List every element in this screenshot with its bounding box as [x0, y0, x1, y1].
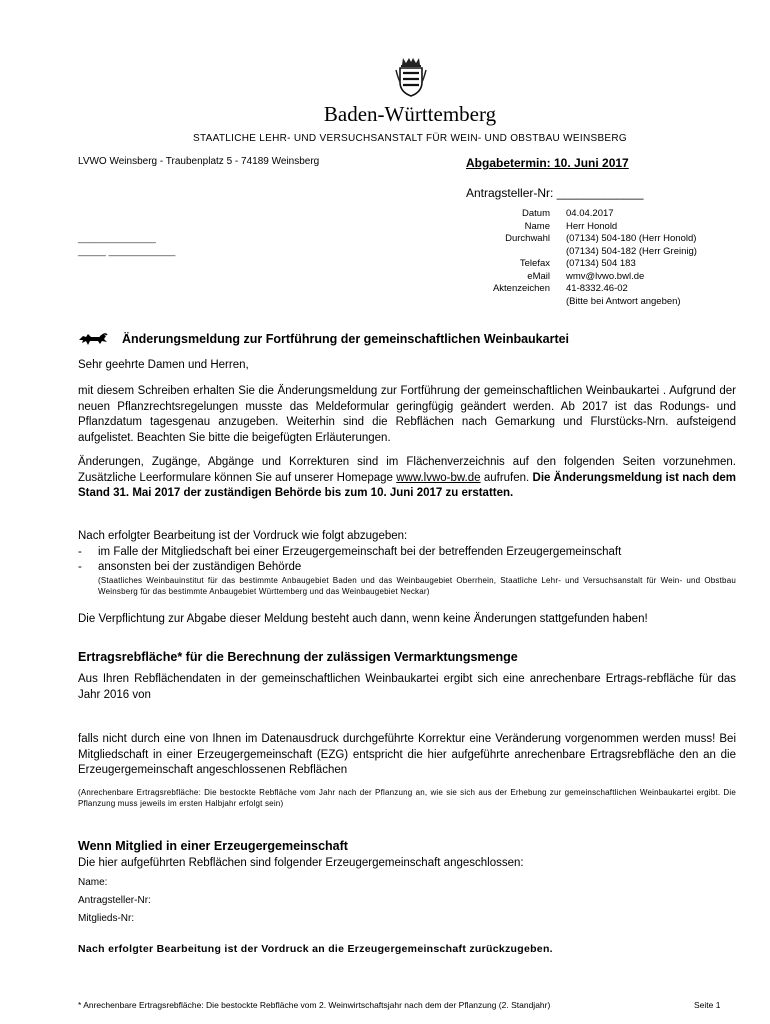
paragraph-intro: mit diesem Schreiben erhalten Sie die Änderungsmeldung zur Fortführung der gemeinschaftlichen Weinbaukartei . Aufgrund der neuen Pflanzrechtsregelungen musste das Meldeformular geringfügig geändert werden. Ab 2017 ist das Rodungs- und Pflanzdatum tagesgenau anzugeben. Weiterhin sind die Rebflächen nach Gemarkung und Flurstücks-Nrn. aufsteigend aufgelistet. Beachten Sie bitte die beigefügten Erläuterungen.: [78, 385, 736, 444]
lion-icon: [78, 331, 108, 347]
info-key: Durchwahl: [505, 233, 550, 244]
info-row: [440, 296, 697, 309]
applicant-label: Antragsteller-Nr:: [78, 895, 151, 906]
salutation: Sehr geehrte Damen und Herren,: [78, 359, 249, 371]
info-value: Herr Honold: [566, 220, 618, 232]
bullet-text: im Falle der Mitgliedschaft bei einer Erzeugergemeinschaft bei der betreffenden Erzeugergemeinschaft: [98, 546, 622, 558]
page-number: Seite 1: [694, 1000, 721, 1010]
sender-address: LVWO Weinsberg - Traubenplatz 5 - 74189 Weinsberg: [78, 156, 320, 167]
paragraph-ezg: Die hier aufgeführten Rebflächen sind folgender Erzeugergemeinschaft angeschlossen:: [78, 857, 524, 869]
blank-line: _____ ____________: [78, 246, 176, 257]
info-value: 41-8332.46-02: [566, 283, 628, 294]
info-row: [440, 271, 697, 284]
name-label: Name:: [78, 877, 108, 888]
paragraph-text: aufrufen.: [480, 471, 530, 484]
deadline: Abgabetermin: 10. Juni 2017: [466, 156, 629, 170]
bullet-item: [78, 560, 301, 575]
recipient-address-blanks: [78, 232, 175, 258]
info-key: Name: [524, 220, 550, 232]
member-label: Mitglieds-Nr:: [78, 913, 135, 924]
deadline-notice: Die Änderungsmeldung ist nach dem Stand 31. Mai 2017 der zuständigen Behörde bis zum 10. Juni 2017 zu erstatten.: [78, 471, 736, 499]
state-name: Baden-Württemberg: [323, 102, 497, 126]
info-row: [440, 246, 697, 259]
paragraph-changes: [78, 455, 736, 502]
info-row: [440, 283, 697, 296]
info-value: wmv@lvwo.bwl.de: [566, 270, 645, 282]
paragraph-area: Aus Ihren Rebflächendaten in der gemeinschaftlichen Weinbaukartei ergibt sich eine anrechenbare Ertrags-rebfläche für das Jahr 2016 von: [78, 673, 736, 701]
letter-title: Änderungsmeldung zur Fortführung der gemeinschaftlichen Weinbaukartei: [122, 332, 570, 346]
section-heading: Wenn Mitglied in einer Erzeugergemeinschaft: [78, 839, 348, 853]
homepage-link[interactable]: www.lvwo-bw.de: [396, 471, 481, 484]
return-notice: Nach erfolgter Bearbeitung ist der Vordruck an die Erzeugergemeinschaft zurückzugeben.: [78, 943, 553, 955]
coat-of-arms-icon: [394, 56, 428, 98]
info-value: 04.04.2017: [566, 208, 614, 219]
info-value: (07134) 504-180 (Herr Honold): [566, 233, 697, 244]
bullet-dash: -: [78, 546, 82, 558]
info-value: (07134) 504 183: [566, 258, 636, 269]
contact-info-block: [440, 208, 697, 308]
info-value: (07134) 504-182 (Herr Greinig): [566, 245, 697, 257]
bullet-text: ansonsten bei der zuständigen Behörde: [98, 561, 302, 573]
info-key: Aktenzeichen: [492, 283, 550, 294]
area-note: (Anrechenbare Ertragsrebfläche: Die bestockte Rebfläche vom Jahr nach der Pflanzung an, wie sie sich aus der Erhebung zur gemeinschaftlichen Weinbaukartei ergibt. Die Pflanzung muss jeweils im ersten Halbjahr erfolgt sein): [78, 788, 736, 808]
footnote: * Anrechenbare Ertragsrebfläche: Die bestockte Rebfläche vom 2. Weinwirtschaftsjahr nach dem der Pflanzung (2. Standjahr): [78, 1000, 551, 1010]
letter-heading: [78, 331, 569, 347]
institution-name: STAATLICHE LEHR- UND VERSUCHSANSTALT FÜR WEIN- UND OBSTBAU WEINSBERG: [193, 133, 627, 144]
info-value: (Bitte bei Antwort angeben): [566, 295, 681, 307]
paragraph-submission: Nach erfolgter Bearbeitung ist der Vordruck wie folgt abzugeben:: [78, 530, 408, 542]
info-key: [440, 246, 566, 259]
blank-line: ______________: [78, 233, 156, 244]
section-heading: Ertragsrebfläche* für die Berechnung der zulässigen Vermarktungsmenge: [78, 650, 518, 664]
info-row: [440, 233, 697, 246]
info-key: Telefax: [519, 258, 550, 269]
applicant-number: Antragsteller-Nr: _____________: [466, 186, 644, 200]
info-key: Datum: [522, 208, 550, 219]
paragraph-obligation: Die Verpflichtung zur Abgabe dieser Meldung besteht auch dann, wenn keine Änderungen stattgefunden haben!: [78, 613, 648, 625]
paragraph-text: Änderungen, Zugänge, Abgänge und Korrekturen sind im Flächenverzeichnis auf den folgenden Seiten vorzunehmen. Zusätzliche Leerformulare können Sie auf unserer Homepage: [78, 456, 736, 484]
info-row: [440, 221, 697, 234]
paragraph-correction: falls nicht durch eine von Ihnen im Datenausdruck durchgeführte Korrektur eine Veränderung vorgenommen werden muss! Bei Mitgliedschaft in einer Erzeugergemeinschaft (EZG) entspricht die hier aufgeführte anrechenbare Ertragsrebfläche den an die Erzeugergemeinschaft angeschlossenen Rebflächen: [78, 733, 736, 776]
info-row: [440, 208, 697, 221]
info-key: [440, 296, 566, 309]
bullet-item: [78, 545, 621, 560]
info-row: [440, 258, 697, 271]
authority-note: (Staatliches Weinbauinstitut für das bestimmte Anbaugebiet Baden und das Weinbaugebiet Oberrhein, Staatliche Lehr- und Versuchsanstalt für Wein- und Obstbau Weinsberg für das bestimmte Anbaugebiet Württemberg und das Weinbaugebiet Neckar): [98, 576, 736, 596]
bullet-dash: -: [78, 561, 82, 573]
info-key: eMail: [527, 270, 550, 282]
